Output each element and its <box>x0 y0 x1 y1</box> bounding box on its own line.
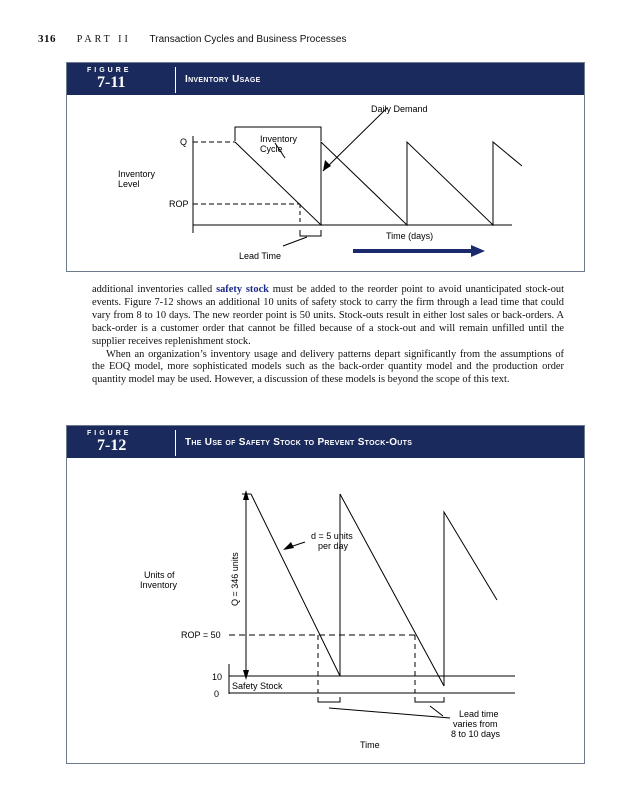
lead-time-bracket-2 <box>415 697 444 702</box>
figure-title: The Use of Safety Stock to Prevent Stock-Outs <box>185 437 413 448</box>
figure-7-11 <box>66 62 585 272</box>
body-text <box>92 284 564 387</box>
demand-label-2: per day <box>318 541 349 551</box>
daily-demand-pointer <box>323 108 387 171</box>
q-arrowhead-bottom <box>243 670 249 680</box>
q-label: Q <box>180 137 188 147</box>
time-label: Time <box>360 740 380 750</box>
paragraph-2: When an organization’s inventory usage and delivery patterns depart significantly from the assumptions of the EOQ model, more sophisticated models such as the back-order quantity model and the production order quantity model may be used. However, a discussion of these models is beyond the scope of this text. <box>92 348 564 386</box>
daily-demand-arrowhead <box>323 160 331 171</box>
lead-time-bracket <box>300 230 321 236</box>
rop-50-label: ROP = 50 <box>181 630 221 640</box>
lead-time-bracket-1 <box>318 697 340 702</box>
q-units-label: Q = 346 units <box>230 552 240 606</box>
figure-title: Inventory Usage <box>185 74 261 85</box>
keyword-safety-stock: safety stock <box>216 284 269 295</box>
paragraph-1: additional inventories called safety stock must be added to the reorder point to avoid unanticipated stock-out events. Figure 7-12 shows an additional 10 units of safety stock to carry the firm through a lead time that could vary from 8 to 10 days. The new reorder point is 50 units. Stock-outs result in either lost sales or back-orders. A back-order is a customer order that cannot be filled because of a stock-out and will remain unfilled until the supplier receives replenishment stock. <box>92 284 565 347</box>
units-label-2: Inventory <box>140 580 178 590</box>
inventory-cycle-label-2: Cycle <box>260 144 283 154</box>
figure-word: FIGURE <box>87 67 132 74</box>
figure-number: 7-11 <box>97 74 126 91</box>
lead-time-label-1: Lead time <box>459 709 499 719</box>
lead-time-label-3: 8 to 10 days <box>451 729 501 739</box>
units-label-1: Units of <box>144 570 175 580</box>
figure-number: 7-12 <box>97 437 127 454</box>
lead-time-label-2: varies from <box>453 719 498 729</box>
lead-time-label: Lead Time <box>239 251 282 261</box>
demand-pointer <box>293 542 305 546</box>
inventory-level-label-1: Inventory <box>118 169 156 179</box>
chapter-title: Transaction Cycles and Business Processes <box>149 34 347 45</box>
running-header <box>38 33 346 45</box>
demand-arrowhead <box>283 542 294 550</box>
zero-label: 0 <box>214 689 220 699</box>
sawtooth-line <box>251 494 497 686</box>
figure-7-12 <box>66 425 585 764</box>
rop-label: ROP <box>169 199 189 209</box>
inventory-level-label-2: Level <box>118 179 140 189</box>
time-arrowhead <box>471 245 485 257</box>
lead-time-pointer-1 <box>329 708 450 718</box>
q-arrowhead-top <box>243 490 249 500</box>
safety-stock-label: Safety Stock <box>232 681 283 691</box>
figure-word: FIGURE <box>87 430 132 437</box>
sawtooth-line <box>235 142 522 225</box>
inventory-usage-diagram <box>67 63 584 271</box>
ten-label: 10 <box>212 672 223 682</box>
lead-time-pointer <box>283 237 307 246</box>
inventory-cycle-label-1: Inventory <box>260 134 298 144</box>
page-number: 316 <box>38 33 56 45</box>
safety-stock-diagram <box>67 426 584 763</box>
demand-label-1: d = 5 units <box>311 531 353 541</box>
lead-time-pointer-2 <box>430 706 443 716</box>
part-label: PART II <box>76 34 131 45</box>
time-days-label: Time (days) <box>386 231 434 241</box>
daily-demand-label: Daily Demand <box>371 104 428 114</box>
